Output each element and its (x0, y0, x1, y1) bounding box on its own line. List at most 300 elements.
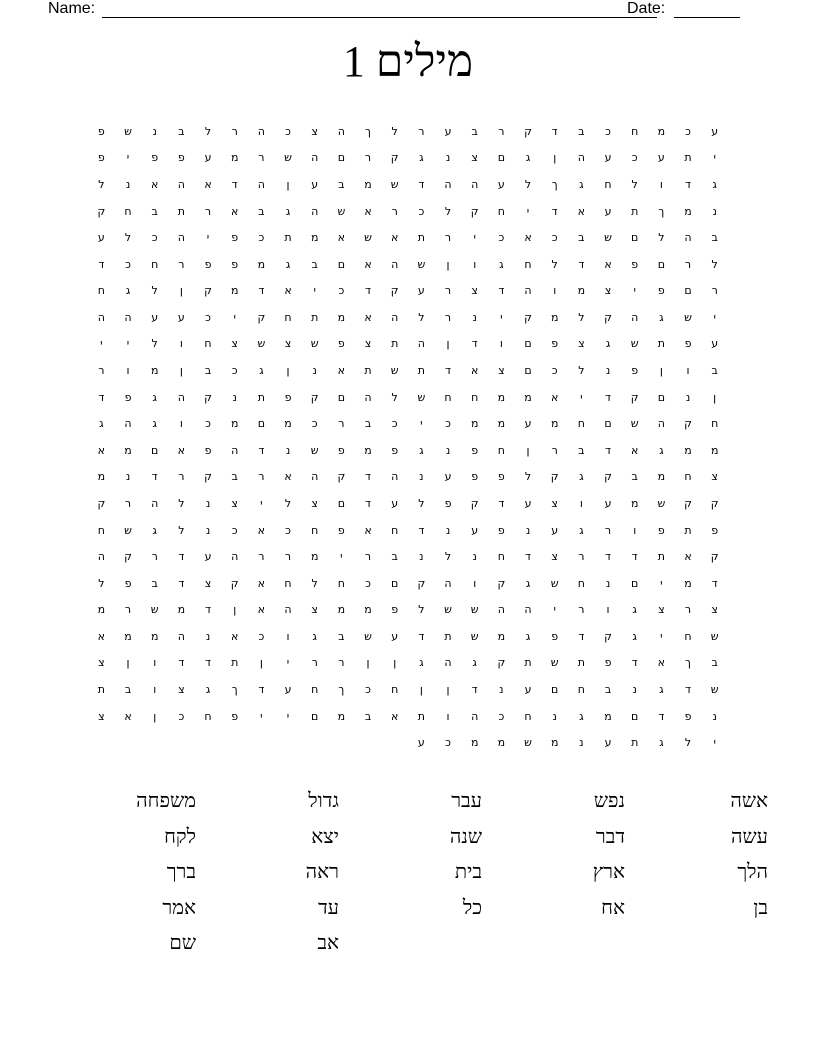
grid-letter[interactable]: צ (311, 496, 318, 510)
grid-letter[interactable]: ג (152, 390, 157, 404)
grid-letter[interactable]: ן (526, 443, 530, 457)
grid-letter[interactable]: ש (470, 603, 479, 617)
grid-letter[interactable]: ש (364, 629, 372, 643)
grid-letter[interactable]: מ (684, 576, 692, 590)
grid-letter[interactable]: ל (284, 496, 292, 510)
grid-letter[interactable]: ג (205, 683, 211, 697)
grid-letter[interactable]: א (364, 257, 372, 271)
grid-letter[interactable]: מ (604, 709, 612, 723)
grid-letter[interactable]: י (500, 310, 503, 324)
grid-letter[interactable]: מ (470, 417, 479, 431)
grid-letter[interactable]: פ (177, 151, 185, 165)
grid-letter[interactable]: ג (525, 629, 531, 643)
grid-letter[interactable]: ש (684, 310, 692, 324)
grid-letter[interactable]: ל (444, 550, 452, 564)
grid-letter[interactable]: ר (551, 443, 558, 457)
grid-letter[interactable]: ל (658, 231, 665, 245)
grid-letter[interactable]: ח (284, 310, 292, 324)
grid-letter[interactable]: נ (232, 390, 237, 404)
grid-letter[interactable]: ם (497, 151, 505, 165)
grid-letter[interactable]: א (391, 709, 399, 723)
grid-letter[interactable]: ם (657, 390, 665, 404)
grid-letter[interactable]: ת (577, 656, 585, 670)
grid-letter[interactable]: ם (551, 683, 559, 697)
grid-letter[interactable]: ח (337, 576, 345, 590)
grid-letter[interactable]: א (604, 257, 612, 271)
grid-letter[interactable]: ח (497, 204, 505, 218)
grid-letter[interactable]: ק (684, 417, 692, 431)
grid-letter[interactable]: צ (231, 337, 238, 351)
grid-letter[interactable]: נ (125, 470, 131, 484)
grid-letter[interactable]: ל (124, 231, 132, 245)
grid-letter[interactable]: ג (419, 151, 424, 165)
grid-letter[interactable]: ר (258, 470, 265, 484)
grid-letter[interactable]: מ (550, 417, 559, 431)
grid-letter[interactable]: ע (444, 124, 452, 138)
grid-letter[interactable]: ח (97, 284, 105, 298)
grid-letter[interactable]: ת (364, 364, 372, 378)
grid-letter[interactable]: כ (685, 124, 691, 138)
grid-letter[interactable]: ש (417, 390, 426, 404)
grid-letter[interactable]: ל (418, 496, 425, 510)
grid-letter[interactable]: ר (204, 204, 212, 218)
grid-letter[interactable]: ו (686, 364, 690, 378)
grid-letter[interactable]: י (633, 284, 636, 298)
grid-letter[interactable]: ע (524, 496, 532, 510)
grid-letter[interactable]: ם (257, 417, 265, 431)
grid-letter[interactable]: כ (551, 364, 558, 378)
grid-letter[interactable]: א (177, 443, 186, 457)
grid-letter[interactable]: כ (231, 364, 238, 378)
grid-letter[interactable]: ם (631, 231, 639, 245)
grid-letter[interactable]: ב (151, 576, 158, 590)
grid-letter[interactable]: ב (364, 417, 372, 431)
grid-letter[interactable]: י (260, 496, 263, 510)
grid-letter[interactable]: נ (499, 683, 504, 697)
grid-letter[interactable]: ג (259, 364, 264, 378)
grid-letter[interactable]: ר (444, 284, 452, 298)
grid-letter[interactable]: ג (659, 736, 664, 750)
grid-letter[interactable]: ת (391, 337, 399, 351)
grid-letter[interactable]: ן (446, 337, 450, 351)
grid-letter[interactable]: ח (284, 576, 292, 590)
grid-letter[interactable]: ל (98, 177, 105, 191)
grid-letter[interactable]: פ (337, 523, 345, 537)
grid-letter[interactable]: ל (98, 576, 105, 590)
grid-letter[interactable]: ה (177, 177, 185, 191)
grid-letter[interactable]: ו (126, 364, 130, 378)
grid-letter[interactable]: ר (151, 550, 158, 564)
grid-letter[interactable]: ע (417, 284, 425, 298)
grid-letter[interactable]: פ (471, 470, 479, 484)
grid-letter[interactable]: ה (231, 550, 239, 564)
grid-letter[interactable]: ו (633, 523, 637, 537)
grid-letter[interactable]: ר (578, 603, 585, 617)
grid-letter[interactable]: ת (524, 656, 532, 670)
grid-letter[interactable]: ש (337, 204, 346, 218)
grid-letter[interactable]: ד (178, 550, 185, 564)
grid-letter[interactable]: ע (97, 231, 105, 245)
grid-letter[interactable]: ח (124, 204, 132, 218)
grid-letter[interactable]: פ (631, 257, 639, 271)
grid-letter[interactable]: כ (151, 231, 158, 245)
grid-letter[interactable]: מ (177, 603, 186, 617)
grid-letter[interactable]: ת (631, 204, 639, 218)
grid-letter[interactable]: ר (418, 124, 425, 138)
grid-letter[interactable]: מ (97, 603, 106, 617)
grid-letter[interactable]: ח (524, 257, 532, 271)
grid-letter[interactable]: ג (125, 284, 131, 298)
grid-letter[interactable]: ם (684, 284, 692, 298)
grid-letter[interactable]: ג (419, 443, 424, 457)
grid-letter[interactable]: ר (684, 257, 692, 271)
grid-letter[interactable]: ד (605, 550, 612, 564)
grid-letter[interactable]: ג (525, 576, 531, 590)
grid-letter[interactable]: כ (605, 124, 611, 138)
grid-letter[interactable]: ג (152, 417, 157, 431)
grid-letter[interactable]: ר (338, 656, 345, 670)
grid-letter[interactable]: צ (231, 496, 238, 510)
grid-letter[interactable]: י (713, 310, 716, 324)
grid-letter[interactable]: ר (311, 656, 318, 670)
grid-letter[interactable]: י (286, 709, 290, 723)
grid-letter[interactable]: ל (151, 337, 158, 351)
grid-letter[interactable]: ג (285, 204, 291, 218)
grid-letter[interactable]: ח (577, 576, 585, 590)
grid-letter[interactable]: פ (391, 443, 399, 457)
grid-letter[interactable]: ד (471, 337, 478, 351)
grid-letter[interactable]: ת (311, 310, 319, 324)
grid-letter[interactable]: מ (337, 310, 346, 324)
grid-letter[interactable]: נ (205, 496, 211, 510)
grid-letter[interactable]: מ (684, 443, 692, 457)
grid-letter[interactable]: ג (659, 683, 664, 697)
grid-letter[interactable]: ה (311, 470, 319, 484)
grid-letter[interactable]: כ (231, 523, 238, 537)
grid-letter[interactable]: ק (604, 470, 612, 484)
grid-letter[interactable]: ן (393, 656, 397, 670)
grid-letter[interactable]: ע (204, 151, 212, 165)
grid-letter[interactable]: ו (153, 656, 157, 670)
grid-letter[interactable]: א (257, 576, 266, 590)
grid-letter[interactable]: מ (577, 284, 586, 298)
grid-letter[interactable]: מ (470, 736, 479, 750)
grid-letter[interactable]: נ (445, 151, 451, 165)
grid-letter[interactable]: ג (579, 523, 584, 537)
grid-letter[interactable]: א (204, 177, 212, 191)
grid-letter[interactable]: ק (97, 496, 106, 510)
grid-letter[interactable]: כ (551, 231, 558, 245)
grid-letter[interactable]: י (206, 231, 210, 245)
grid-letter[interactable]: ך (365, 124, 371, 138)
grid-letter[interactable]: ה (97, 550, 105, 564)
grid-letter[interactable]: ע (311, 177, 319, 191)
grid-letter[interactable]: ד (151, 470, 158, 484)
grid-letter[interactable]: ע (604, 151, 612, 165)
grid-letter[interactable]: ה (444, 177, 452, 191)
grid-letter[interactable]: א (151, 177, 159, 191)
grid-letter[interactable]: פ (204, 257, 212, 271)
grid-letter[interactable]: י (126, 151, 130, 165)
grid-letter[interactable]: ק (524, 310, 532, 324)
grid-letter[interactable]: ו (499, 337, 503, 351)
grid-letter[interactable]: צ (711, 470, 718, 484)
grid-letter[interactable]: ח (97, 523, 105, 537)
grid-letter[interactable]: י (420, 417, 423, 431)
grid-letter[interactable]: א (577, 204, 586, 218)
grid-letter[interactable]: ת (231, 656, 239, 670)
grid-letter[interactable]: א (391, 231, 399, 245)
grid-letter[interactable]: ח (311, 683, 319, 697)
grid-letter[interactable]: ם (151, 443, 159, 457)
grid-letter[interactable]: כ (338, 284, 345, 298)
grid-letter[interactable]: ש (710, 629, 719, 643)
grid-letter[interactable]: ע (391, 629, 399, 643)
grid-letter[interactable]: א (364, 204, 372, 218)
grid-letter[interactable]: מ (230, 151, 239, 165)
grid-letter[interactable]: מ (497, 390, 506, 404)
grid-letter[interactable]: צ (178, 683, 185, 697)
grid-letter[interactable]: ש (630, 417, 639, 431)
grid-letter[interactable]: ג (99, 417, 104, 431)
grid-letter[interactable]: ם (311, 709, 319, 723)
grid-letter[interactable]: ק (630, 390, 639, 404)
grid-letter[interactable]: מ (497, 736, 506, 750)
grid-letter[interactable]: ע (471, 523, 479, 537)
grid-letter[interactable]: ל (391, 390, 398, 404)
grid-letter[interactable]: ש (470, 629, 479, 643)
grid-letter[interactable]: י (713, 151, 716, 165)
grid-letter[interactable]: פ (551, 629, 559, 643)
grid-letter[interactable]: א (284, 470, 292, 484)
grid-letter[interactable]: נ (579, 736, 584, 750)
grid-letter[interactable]: ו (606, 603, 610, 617)
grid-letter[interactable]: ג (472, 656, 477, 670)
grid-letter[interactable]: ב (471, 124, 478, 138)
grid-letter[interactable]: ח (577, 683, 585, 697)
grid-letter[interactable]: ם (391, 576, 399, 590)
grid-letter[interactable]: מ (257, 257, 266, 271)
grid-letter[interactable]: פ (97, 124, 105, 138)
grid-letter[interactable]: נ (472, 550, 477, 564)
grid-letter[interactable]: א (257, 523, 266, 537)
grid-letter[interactable]: ר (364, 550, 372, 564)
grid-letter[interactable]: ד (578, 629, 585, 643)
grid-letter[interactable]: ב (204, 364, 212, 378)
grid-letter[interactable]: ש (604, 231, 612, 245)
grid-letter[interactable]: י (580, 390, 583, 404)
grid-letter[interactable]: ך (551, 177, 558, 191)
grid-letter[interactable]: ת (657, 550, 665, 564)
grid-letter[interactable]: ו (153, 683, 157, 697)
grid-letter[interactable]: ק (310, 390, 319, 404)
grid-letter[interactable]: ד (418, 523, 425, 537)
grid-letter[interactable]: נ (605, 576, 611, 590)
grid-letter[interactable]: ן (126, 656, 130, 670)
grid-letter[interactable]: י (473, 231, 476, 245)
grid-letter[interactable]: ד (418, 629, 425, 643)
grid-letter[interactable]: ו (286, 629, 290, 643)
grid-letter[interactable]: ג (285, 257, 291, 271)
grid-letter[interactable]: פ (684, 709, 692, 723)
grid-letter[interactable]: נ (712, 204, 717, 218)
grid-letter[interactable]: כ (445, 736, 451, 750)
grid-letter[interactable]: מ (97, 470, 106, 484)
date-field[interactable] (674, 0, 740, 18)
grid-letter[interactable]: ק (470, 204, 479, 218)
grid-letter[interactable]: ח (444, 390, 452, 404)
grid-letter[interactable]: מ (497, 417, 506, 431)
grid-letter[interactable]: נ (312, 364, 317, 378)
grid-letter[interactable]: פ (604, 656, 612, 670)
grid-letter[interactable]: מ (124, 629, 132, 643)
grid-letter[interactable]: כ (498, 231, 505, 245)
grid-letter[interactable]: א (631, 443, 639, 457)
grid-letter[interactable]: ח (391, 523, 399, 537)
grid-letter[interactable]: ח (204, 337, 212, 351)
grid-letter[interactable]: ל (391, 124, 398, 138)
grid-letter[interactable]: ן (446, 257, 450, 271)
grid-letter[interactable]: א (257, 603, 266, 617)
grid-letter[interactable]: מ (364, 603, 372, 617)
grid-letter[interactable]: ר (178, 470, 185, 484)
grid-letter[interactable]: ל (524, 470, 532, 484)
grid-letter[interactable]: צ (364, 337, 372, 351)
grid-letter[interactable]: מ (284, 417, 292, 431)
grid-letter[interactable]: ק (204, 284, 212, 298)
grid-letter[interactable]: ג (579, 470, 584, 484)
grid-letter[interactable]: פ (657, 284, 665, 298)
grid-letter[interactable]: ק (417, 576, 426, 590)
grid-letter[interactable]: ה (177, 231, 185, 245)
grid-letter[interactable]: פ (337, 443, 345, 457)
grid-letter[interactable]: ע (657, 151, 665, 165)
grid-letter[interactable]: צ (551, 496, 558, 510)
grid-letter[interactable]: ה (177, 390, 185, 404)
grid-letter[interactable]: ב (578, 443, 585, 457)
grid-letter[interactable]: ר (711, 284, 718, 298)
grid-letter[interactable]: ב (711, 364, 718, 378)
grid-letter[interactable]: ר (444, 231, 452, 245)
grid-letter[interactable]: ח (151, 257, 159, 271)
grid-letter[interactable]: ם (337, 390, 345, 404)
grid-letter[interactable]: ד (658, 709, 665, 723)
grid-letter[interactable]: ל (151, 284, 158, 298)
grid-letter[interactable]: פ (231, 709, 239, 723)
grid-letter[interactable]: ם (657, 257, 665, 271)
grid-letter[interactable]: פ (151, 151, 159, 165)
grid-letter[interactable]: ג (419, 656, 424, 670)
grid-letter[interactable]: צ (711, 603, 718, 617)
grid-letter[interactable]: ו (659, 177, 663, 191)
grid-letter[interactable]: ח (604, 177, 612, 191)
grid-letter[interactable]: ע (604, 204, 612, 218)
grid-letter[interactable]: כ (285, 523, 291, 537)
grid-letter[interactable]: ה (391, 257, 399, 271)
grid-letter[interactable]: ד (258, 284, 265, 298)
grid-letter[interactable]: מ (337, 709, 346, 723)
grid-letter[interactable]: י (126, 337, 130, 351)
grid-letter[interactable]: ן (153, 709, 157, 723)
grid-letter[interactable]: צ (471, 284, 478, 298)
grid-letter[interactable]: י (260, 709, 263, 723)
grid-letter[interactable]: צ (604, 284, 612, 298)
grid-letter[interactable]: ן (179, 364, 183, 378)
grid-letter[interactable]: ר (284, 550, 292, 564)
grid-letter[interactable]: ת (257, 390, 265, 404)
grid-letter[interactable]: ן (419, 683, 423, 697)
grid-letter[interactable]: מ (124, 443, 132, 457)
grid-letter[interactable]: פ (471, 443, 479, 457)
grid-letter[interactable]: ח (311, 523, 319, 537)
grid-letter[interactable]: י (526, 204, 530, 218)
grid-letter[interactable]: פ (631, 364, 639, 378)
grid-letter[interactable]: צ (551, 550, 558, 564)
grid-letter[interactable]: ש (124, 124, 132, 138)
grid-letter[interactable]: ד (231, 177, 238, 191)
grid-letter[interactable]: פ (124, 390, 132, 404)
grid-letter[interactable]: ו (473, 576, 477, 590)
grid-letter[interactable]: ל (444, 204, 452, 218)
grid-letter[interactable]: ש (710, 683, 719, 697)
grid-letter[interactable]: כ (178, 709, 185, 723)
grid-letter[interactable]: ג (152, 523, 157, 537)
grid-letter[interactable]: ן (446, 683, 450, 697)
grid-letter[interactable]: ב (178, 124, 185, 138)
grid-letter[interactable]: ע (497, 177, 505, 191)
grid-letter[interactable]: ק (390, 284, 399, 298)
grid-letter[interactable]: ר (231, 124, 238, 138)
grid-letter[interactable]: מ (657, 124, 666, 138)
grid-letter[interactable]: ה (471, 709, 479, 723)
grid-letter[interactable]: ן (286, 177, 290, 191)
grid-letter[interactable]: ב (391, 550, 398, 564)
grid-letter[interactable]: כ (631, 151, 638, 165)
grid-letter[interactable]: ח (524, 709, 532, 723)
grid-letter[interactable]: כ (365, 683, 371, 697)
grid-letter[interactable]: צ (204, 576, 212, 590)
grid-letter[interactable]: ל (551, 257, 558, 271)
grid-letter[interactable]: ע (444, 470, 452, 484)
grid-letter[interactable]: ת (177, 204, 185, 218)
grid-letter[interactable]: ד (551, 124, 558, 138)
grid-letter[interactable]: ע (604, 496, 612, 510)
grid-letter[interactable]: ת (417, 364, 425, 378)
grid-letter[interactable]: ם (524, 364, 532, 378)
grid-letter[interactable]: ה (311, 204, 319, 218)
grid-letter[interactable]: ת (97, 683, 105, 697)
grid-letter[interactable]: ר (98, 364, 105, 378)
grid-letter[interactable]: פ (204, 443, 212, 457)
grid-letter[interactable]: ח (204, 709, 212, 723)
grid-letter[interactable]: ד (631, 550, 638, 564)
grid-letter[interactable]: צ (311, 603, 318, 617)
grid-letter[interactable]: ה (471, 177, 479, 191)
grid-letter[interactable]: ד (178, 576, 185, 590)
grid-letter[interactable]: י (340, 550, 343, 564)
grid-letter[interactable]: ר (124, 496, 132, 510)
grid-letter[interactable]: נ (605, 364, 611, 378)
grid-letter[interactable]: ק (710, 550, 719, 564)
grid-letter[interactable]: י (313, 284, 316, 298)
grid-letter[interactable]: ה (337, 124, 345, 138)
grid-letter[interactable]: ד (498, 284, 505, 298)
grid-letter[interactable]: ן (366, 656, 370, 670)
grid-letter[interactable]: כ (365, 576, 371, 590)
grid-letter[interactable]: ה (657, 417, 665, 431)
grid-letter[interactable]: ב (711, 656, 718, 670)
grid-letter[interactable]: ב (604, 683, 612, 697)
